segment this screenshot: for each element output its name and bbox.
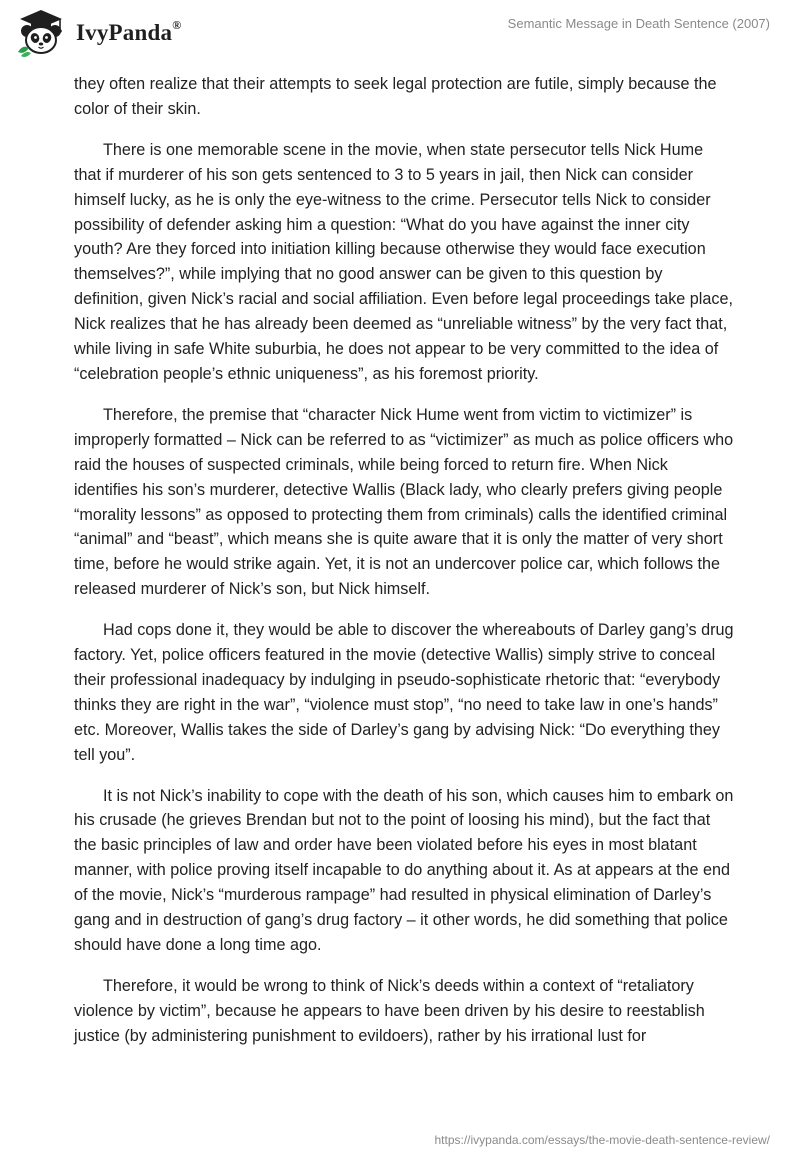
paragraph: Therefore, the premise that “character Nick Hume went from victim to victimizer” is improperly formatted – Nick can be referred to as “victimizer” as much as police officers who raid the houses of suspected criminals, while being forced to return fire. When Nick identifies his son’s murderer, detective Wallis (Black lady, who clearly prefers giving people “morality lessons” as opposed to protecting them from criminals) calls the identified criminal “animal” and “beast”, which means she is quite aware that it is only the matter of very short time, before he would strike again. Yet, it is not an undercover police car, which follows the released murderer of Nick’s son, but Nick himself. [74,405,734,599]
source-url[interactable]: https://ivypanda.com/essays/the-movie-death-sentence-review/ [434,1133,770,1147]
paragraph: Therefore, it would be wrong to think of Nick’s deeds within a context of “retaliatory violence by victim”, because he appears to have been driven by his desire to reestablish justice (by administering punishment to evildoers), rather by his irrational lust for [74,976,705,1045]
paragraph-continuation: they often realize that their attempts to seek legal protection are futile, simply because the color of their skin. [74,75,717,118]
document-title: Semantic Message in Death Sentence (2007) [507,16,770,31]
panda-logo-icon[interactable] [14,8,68,58]
paragraph: There is one memorable scene in the movie, when state persecutor tells Nick Hume that if murderer of his son gets sentenced to 3 to 5 years in jail, then Nick can consider himself lucky, as he is only the eye-witness to the crime. Persecutor tells Nick to consider possibility of defender asking him a question: “What do you have against the inner city youth? Are they forced into initiation killing because otherwise they would face execution themselves?”, while implying that no good answer can be given to this question by definition, given Nick’s racial and social affiliation. Even before legal proceedings take place, Nick realizes that he has already been deemed as “unreliable witness” by the very fact that, while living in safe White suburbia, he does not appear to be very committed to the idea of “celebration people’s ethnic uniqueness”, as his foremost priority. [74,140,733,383]
page-header [0,0,800,70]
registered-mark: ® [172,18,182,33]
essay-body [74,72,734,1065]
brand-name[interactable]: IvyPanda® [76,18,182,45]
paragraph: It is not Nick’s inability to cope with the death of his son, which causes him to embark on his crusade (he grieves Brendan but not to the point of loosing his mind), but the fact that the basic principles of law and order have been violated before his eyes in most blatant manner, with police proving itself incapable to do anything about it. As at appears at the end of the movie, Nick’s “murderous rampage” had resulted in physical elimination of Darley’s gang and in destruction of gang’s drug factory – it other words, he did something that police should have done a long time ago. [74,786,734,954]
paragraph: Had cops done it, they would be able to discover the whereabouts of Darley gang’s drug factory. Yet, police officers featured in the movie (detective Wallis) simply strive to conceal their professional inadequacy by indulging in pseudo-sophisticate rhetoric that: “everybody thinks they are right in the war”, “violence must stop”, “no need to take law in one’s hands” etc. Moreover, Wallis takes the side of Darley’s gang by advising Nick: “Do everything they tell you”. [74,621,734,764]
